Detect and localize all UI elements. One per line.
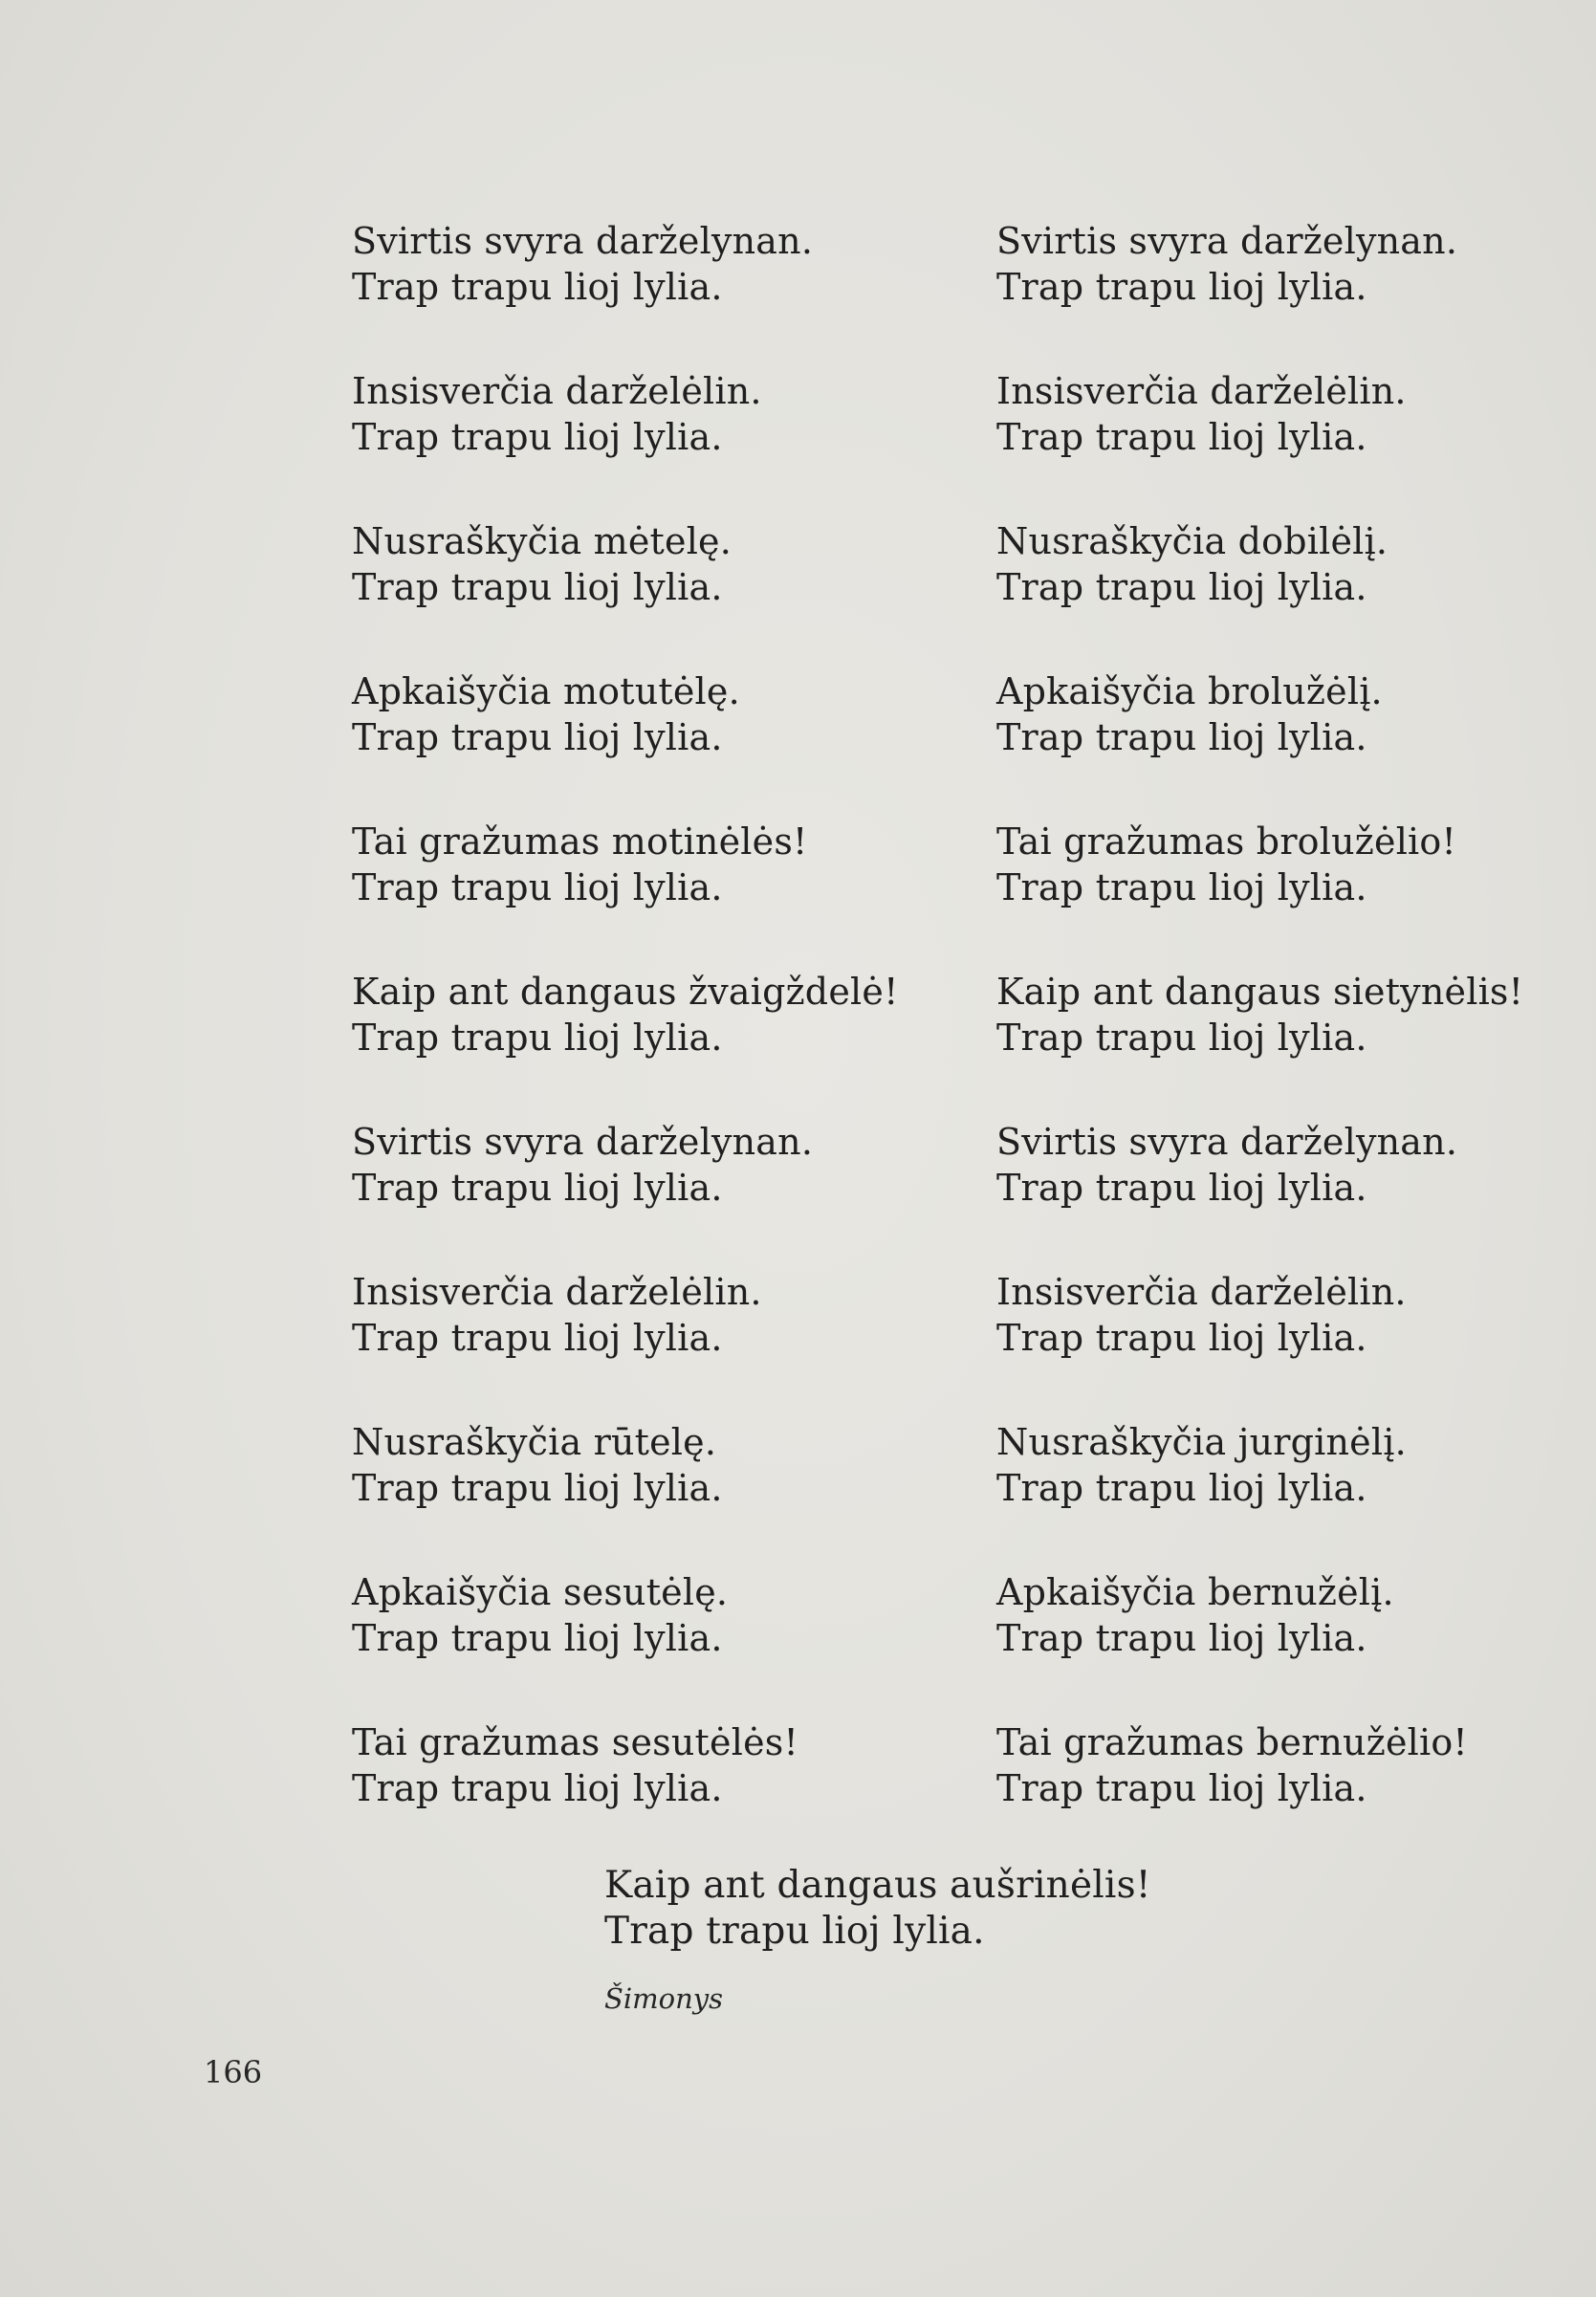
refrain-line: Trap trapu lioj lylia. xyxy=(352,866,723,908)
refrain-line: Trap trapu lioj lylia. xyxy=(996,1317,1367,1359)
refrain-line: Trap trapu lioj lylia. xyxy=(352,1017,723,1059)
refrain-line: Trap trapu lioj lylia. xyxy=(352,1767,723,1809)
refrain-line: Trap trapu lioj lylia. xyxy=(996,716,1367,758)
verse-line: Apkaišyčia bernužėlį. xyxy=(996,1571,1394,1613)
stanza xyxy=(352,1569,1021,1719)
stanza xyxy=(352,819,1021,969)
stanza xyxy=(996,1419,1570,1569)
verse-line: Kaip ant dangaus sietynėlis! xyxy=(996,971,1524,1013)
refrain-line: Trap trapu lioj lylia. xyxy=(352,416,723,458)
refrain-line: Trap trapu lioj lylia. xyxy=(996,866,1367,908)
refrain-line: Trap trapu lioj lylia. xyxy=(996,266,1367,308)
stanza xyxy=(352,1719,1021,1870)
stanza xyxy=(996,1719,1570,1870)
verse-line: Insisverčia darželėlin. xyxy=(996,1271,1407,1313)
stanza xyxy=(352,218,1021,368)
verse-line: Svirtis svyra darželynan. xyxy=(352,220,814,262)
verse-line: Apkaišyčia motutėlę. xyxy=(352,670,740,712)
verse-line: Tai gražumas motinėlės! xyxy=(352,820,808,863)
verse-line: Kaip ant dangaus aušrinėlis! xyxy=(604,1864,1151,1907)
verse-line: Insisverčia darželėlin. xyxy=(352,1271,762,1313)
refrain-line: Trap trapu lioj lylia. xyxy=(352,1617,723,1659)
stanza xyxy=(352,1269,1021,1419)
stanza xyxy=(996,518,1570,668)
verse-line: Apkaišyčia brolužėlį. xyxy=(996,670,1383,712)
left-column xyxy=(352,218,1021,1870)
page-number: 166 xyxy=(204,2054,263,2090)
refrain-line: Trap trapu lioj lylia. xyxy=(996,416,1367,458)
refrain-line: Trap trapu lioj lylia. xyxy=(996,1017,1367,1059)
verse-line: Tai gražumas sesutėlės! xyxy=(352,1721,798,1763)
stanza xyxy=(352,518,1021,668)
verse-line: Insisverčia darželėlin. xyxy=(352,370,762,412)
stanza xyxy=(996,819,1570,969)
stanza xyxy=(996,1569,1570,1719)
refrain-line: Trap trapu lioj lylia. xyxy=(996,566,1367,608)
final-stanza xyxy=(604,1863,1369,1955)
verse-line: Nusraškyčia dobilėlį. xyxy=(996,520,1388,562)
verse-line: Svirtis svyra darželynan. xyxy=(352,1121,814,1163)
refrain-line: Trap trapu lioj lylia. xyxy=(352,1467,723,1509)
refrain-line: Trap trapu lioj lylia. xyxy=(352,716,723,758)
place-signature: Šimonys xyxy=(604,1982,724,2015)
stanza xyxy=(352,1119,1021,1269)
stanza xyxy=(352,368,1021,518)
verse-line: Tai gražumas brolužėlio! xyxy=(996,820,1456,863)
verse-line: Svirtis svyra darželynan. xyxy=(996,1121,1458,1163)
verse-line: Nusraškyčia mėtelę. xyxy=(352,520,732,562)
stanza xyxy=(352,1419,1021,1569)
right-column xyxy=(996,218,1570,1870)
verse-line: Apkaišyčia sesutėlę. xyxy=(352,1571,729,1613)
refrain-line: Trap trapu lioj lylia. xyxy=(352,1317,723,1359)
refrain-line: Trap trapu lioj lylia. xyxy=(352,566,723,608)
refrain-line: Trap trapu lioj lylia. xyxy=(996,1467,1367,1509)
stanza xyxy=(996,1119,1570,1269)
stanza xyxy=(352,668,1021,819)
stanza xyxy=(996,969,1570,1119)
refrain-line: Trap trapu lioj lylia. xyxy=(996,1617,1367,1659)
refrain-line: Trap trapu lioj lylia. xyxy=(604,1910,985,1953)
verse-line: Tai gražumas bernužėlio! xyxy=(996,1721,1468,1763)
verse-line: Nusraškyčia jurginėlį. xyxy=(996,1421,1407,1463)
refrain-line: Trap trapu lioj lylia. xyxy=(996,1167,1367,1209)
refrain-line: Trap trapu lioj lylia. xyxy=(996,1767,1367,1809)
stanza xyxy=(996,1269,1570,1419)
verse-line: Insisverčia darželėlin. xyxy=(996,370,1407,412)
verse-line: Svirtis svyra darželynan. xyxy=(996,220,1458,262)
verse-line: Kaip ant dangaus žvaigždelė! xyxy=(352,971,899,1013)
stanza xyxy=(996,218,1570,368)
stanza xyxy=(996,668,1570,819)
refrain-line: Trap trapu lioj lylia. xyxy=(352,266,723,308)
refrain-line: Trap trapu lioj lylia. xyxy=(352,1167,723,1209)
verse-line: Nusraškyčia rūtelę. xyxy=(352,1421,717,1463)
stanza xyxy=(996,368,1570,518)
stanza xyxy=(352,969,1021,1119)
